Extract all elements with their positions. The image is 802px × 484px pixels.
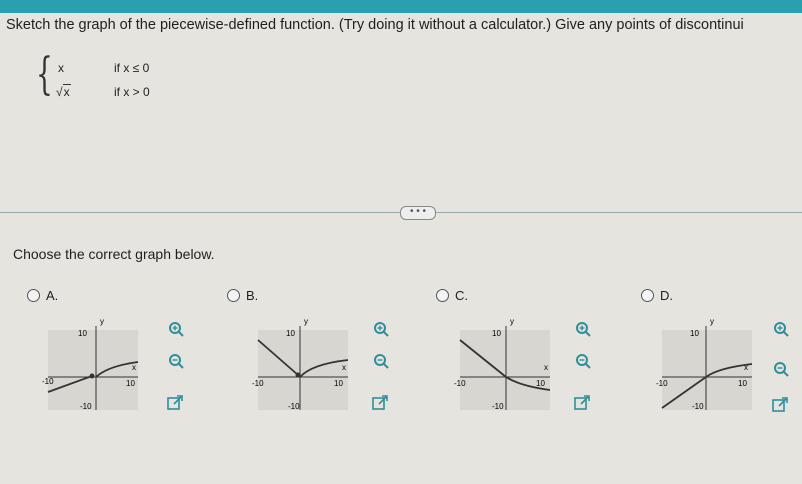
zoom-in-icon[interactable] [372, 320, 390, 338]
radio-b[interactable] [227, 289, 240, 302]
graph-d [654, 312, 754, 412]
graph-b-tick-neg: -10 [252, 379, 264, 388]
graph-d-x-label: x [744, 363, 748, 372]
graph-c-tick-top: 10 [492, 329, 501, 338]
zoom-out-icon[interactable] [372, 352, 390, 370]
graph-d-tick-pos: 10 [738, 379, 747, 388]
radio-a[interactable] [27, 289, 40, 302]
graph-a-y-label: y [100, 317, 104, 326]
row1-condition: if x ≤ 0 [114, 61, 150, 75]
piecewise-function [36, 49, 216, 100]
graph-c-tick-bottom: -10 [492, 402, 504, 411]
graph-c-x-label: x [544, 363, 548, 372]
graph-c-tick-neg: -10 [454, 379, 466, 388]
graph-d-y-label: y [710, 317, 714, 326]
graph-b-y-label: y [304, 317, 308, 326]
graph-a-point [90, 374, 95, 379]
option-d[interactable] [641, 288, 673, 303]
option-c-label: C. [455, 288, 468, 303]
radicand: x [63, 85, 70, 99]
radio-d[interactable] [641, 289, 654, 302]
graph-a-tick-bottom: -10 [80, 402, 92, 411]
option-a[interactable] [27, 288, 58, 303]
option-b[interactable] [227, 288, 258, 303]
graph-d-tick-top: 10 [690, 329, 699, 338]
graph-a-tick-pos: 10 [126, 379, 135, 388]
row2-condition: if x > 0 [114, 85, 150, 99]
graph-b-tick-top: 10 [286, 329, 295, 338]
graph-a-tick-top: 10 [78, 329, 87, 338]
graph-b-tick-bottom: -10 [288, 402, 300, 411]
option-c[interactable] [436, 288, 468, 303]
graph-a-grid [48, 330, 138, 410]
choose-prompt: Choose the correct graph below. [13, 246, 215, 262]
popout-icon[interactable] [166, 394, 184, 412]
graph-b-tick-pos: 10 [334, 379, 343, 388]
option-a-label: A. [46, 288, 59, 303]
graph-b [250, 312, 350, 412]
radio-c[interactable] [436, 289, 449, 302]
graph-c-grid [460, 330, 550, 410]
top-bar [0, 0, 802, 13]
option-d-label: D. [660, 288, 673, 303]
graph-d-tick-neg: -10 [656, 379, 668, 388]
zoom-in-icon[interactable] [772, 320, 790, 338]
popout-icon[interactable] [371, 394, 389, 412]
graph-c-tick-pos: 10 [536, 379, 545, 388]
zoom-out-icon[interactable] [772, 360, 790, 378]
popout-icon[interactable] [771, 396, 789, 414]
popout-icon[interactable] [573, 394, 591, 412]
graph-a-tick-neg: -10 [42, 377, 54, 386]
option-b-label: B. [246, 288, 259, 303]
zoom-in-icon[interactable] [167, 320, 185, 338]
graph-c-y-label: y [510, 317, 514, 326]
graph-d-tick-bottom: -10 [692, 402, 704, 411]
zoom-out-icon[interactable] [574, 352, 592, 370]
graph-b-x-label: x [342, 363, 346, 372]
expand-more-button[interactable]: • • • [400, 206, 436, 220]
graph-b-grid [258, 330, 348, 410]
graph-a [40, 312, 140, 412]
graph-c [452, 312, 552, 412]
row2-expression: √x [56, 85, 70, 99]
row1-expression: x [58, 61, 64, 75]
left-brace: { [36, 49, 53, 100]
graph-a-x-label: x [132, 363, 136, 372]
zoom-in-icon[interactable] [574, 320, 592, 338]
graph-b-point [296, 373, 301, 378]
zoom-out-icon[interactable] [167, 352, 185, 370]
question-text: Sketch the graph of the piecewise-defined function. (Try doing it without a calculator.) Give any points of discontinui [6, 17, 744, 33]
